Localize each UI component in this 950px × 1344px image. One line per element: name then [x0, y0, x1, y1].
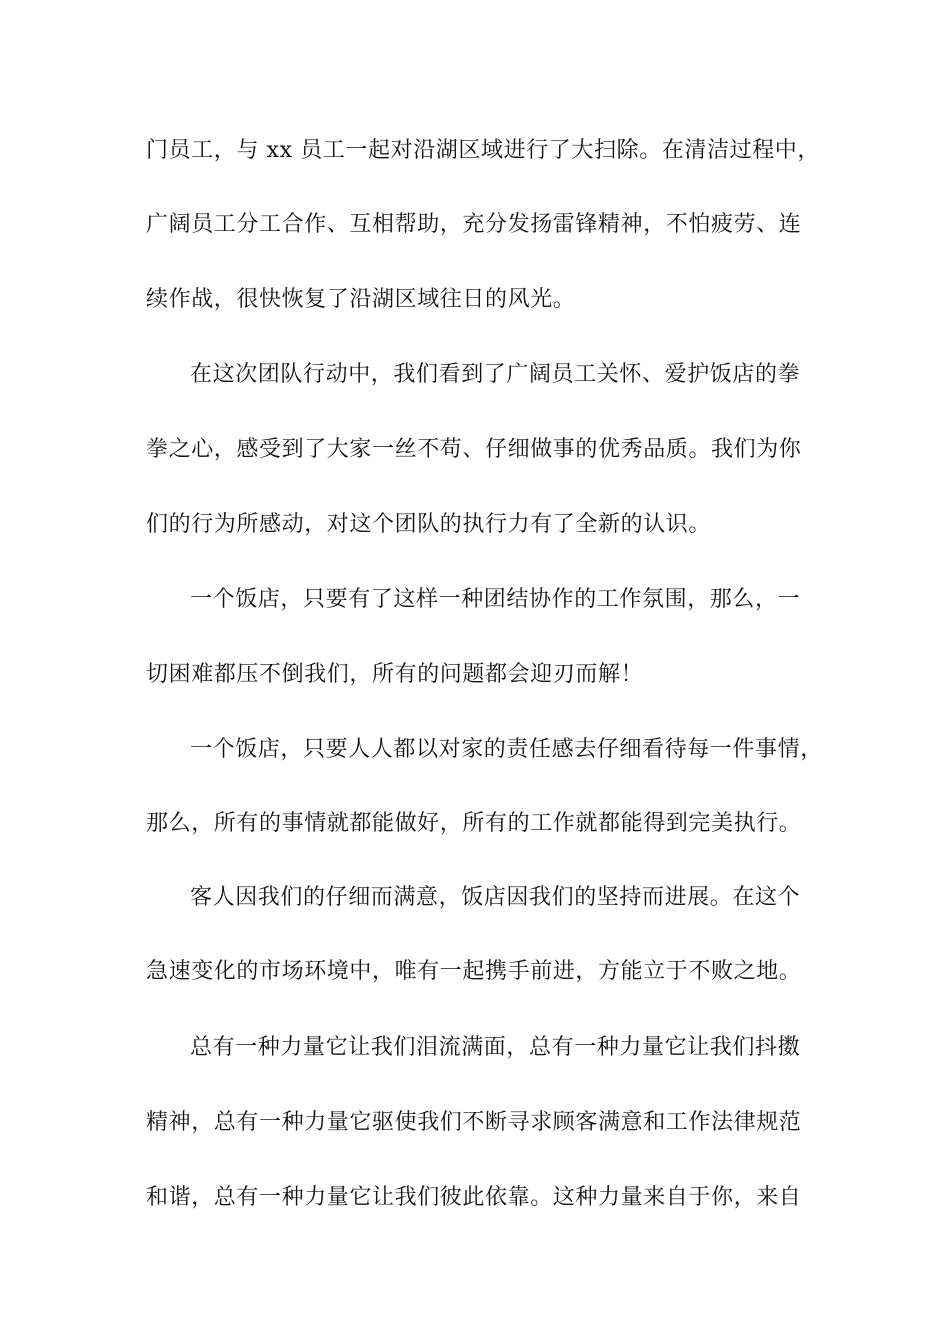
- text-line: 那么，所有的事情就都能做好，所有的工作就都能得到完美执行。: [146, 811, 802, 836]
- text-line: 门员工，与 xx 员工一起对沿湖区域进行了大扫除。在清洁过程中，: [146, 138, 821, 163]
- paragraph-first-line: 在这次团队行动中，我们看到了广阔员工关怀、爱护饭店的拳: [190, 362, 801, 387]
- paragraph-first-line: 一个饭店，只要有了这样一种团结协作的工作氛围，那么，一: [190, 587, 801, 612]
- text-line: 切困难都压不倒我们，所有的问题都会迎刃而解！: [146, 662, 644, 687]
- text-line: 和谐，总有一种力量它让我们彼此依靠。这种力量来自于你，来自: [146, 1185, 802, 1210]
- paragraph-first-line: 一个饭店，只要人人都以对家的责任感去仔细看待每一件事情，: [190, 737, 823, 762]
- paragraph-first-line: 总有一种力量它让我们泪流满面，总有一种力量它让我们抖擞: [190, 1035, 801, 1060]
- text-line: 精神，总有一种力量它驱使我们不断寻求顾客满意和工作法律规范: [146, 1110, 802, 1135]
- text-line: 拳之心，感受到了大家一丝不苟、仔细做事的优秀品质。我们为你: [146, 437, 802, 462]
- text-line: 广阔员工分工合作、互相帮助，充分发扬雷锋精神，不怕疲劳、连: [146, 212, 802, 237]
- text-line: 们的行为所感动，对这个团队的执行力有了全新的认识。: [146, 512, 712, 537]
- text-line: 急速变化的市场环境中，唯有一起携手前进，方能立于不败之地。: [146, 959, 802, 984]
- text-line: 续作战，很快恢复了沿湖区域往日的风光。: [146, 287, 576, 312]
- paragraph-first-line: 客人因我们的仔细而满意，饭店因我们的坚持而进展。在这个: [190, 885, 801, 910]
